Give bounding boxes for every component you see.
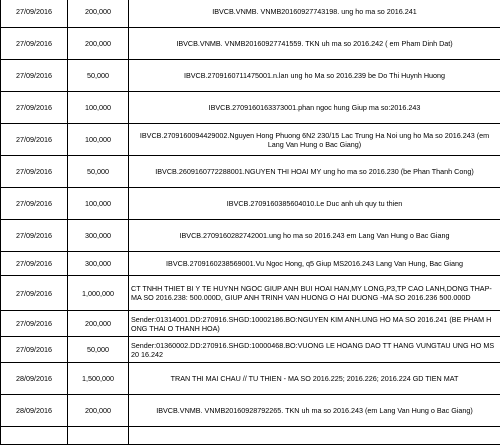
description-cell: IBVCB.2709160163373001.phan ngoc hung Giup ma so:2016.243 (129, 92, 500, 124)
table-row (1, 395, 500, 427)
table-row (1, 60, 500, 92)
date-cell: 27/09/2016 (1, 0, 68, 28)
description-cell: CT TNHH THIET BI Y TE HUYNH NGOC GIUP ANH BUI HOAI HAN,MY LONG,P3,TP CAO LANH,DONG THAP-MA SO 2016.238: 500.000D, GIUP ANH TRINH VAN HUONG O HAI DUONG -MA SO 2016.236 500.000D (129, 276, 500, 311)
amount-cell: 1,000,000 (68, 276, 129, 311)
table-row (1, 92, 500, 124)
description-cell (129, 427, 500, 445)
table-row (1, 276, 500, 311)
date-cell: 27/09/2016 (1, 60, 68, 92)
date-cell: 27/09/2016 (1, 124, 68, 156)
description-cell: IBVCB.2709160238569001.Vu Ngoc Hong, q5 Giup MS2016.243 Lang Van Hung, Bac Giang (129, 252, 500, 276)
description-cell: IBVCB.VNMB. VNMB20160928792265. TKN uh ma so 2016.243 (em Lang Van Hung o Bac Giang) (129, 395, 500, 427)
date-cell: 27/09/2016 (1, 156, 68, 188)
amount-cell: 200,000 (68, 0, 129, 28)
description-cell: IBVCB.2709160711475001.n.lan ung ho Ma so 2016.239 be Do Thi Huynh Huong (129, 60, 500, 92)
description-cell: Sender:01314001.DD:270916.SHGD:10002186.BO:NGUYEN KIM ANH.UNG HO MA SO 2016.241 (BE PHAM H ONG THAI O THANH HOA) (129, 311, 500, 337)
amount-cell: 200,000 (68, 28, 129, 60)
amount-cell: 1,500,000 (68, 363, 129, 395)
description-cell: IBVCB.VNMB. VNMB20160927741559. TKN uh ma so 2016.242 ( em Pham Dinh Dat) (129, 28, 500, 60)
amount-cell: 200,000 (68, 311, 129, 337)
description-cell: IBVCB.VNMB. VNMB20160927743198. ung ho ma so 2016.241 (129, 0, 500, 28)
date-cell: 27/09/2016 (1, 252, 68, 276)
description-cell: IBVCB.2609160772288001.NGUYEN THI HOAI MY ung ho ma so 2016.230 (be Phan Thanh Cong) (129, 156, 500, 188)
date-cell: 28/09/2016 (1, 395, 68, 427)
amount-cell: 50,000 (68, 60, 129, 92)
date-cell (1, 427, 68, 445)
description-cell: Sender:01360002.DD:270916.SHGD:10000468.BO:VUONG LE HOANG DAO TT HANG VUNGTAU UNG HO MS 20 16.242 (129, 337, 500, 363)
table-row (1, 28, 500, 60)
amount-cell: 100,000 (68, 124, 129, 156)
date-cell: 27/09/2016 (1, 92, 68, 124)
date-cell: 27/09/2016 (1, 220, 68, 252)
amount-cell: 200,000 (68, 395, 129, 427)
amount-cell: 100,000 (68, 92, 129, 124)
table-row (1, 0, 500, 28)
description-cell: TRAN THI MAI CHAU // TU THIEN - MA SO 2016.225; 2016.226; 2016.224 GD TIEN MAT (129, 363, 500, 395)
table-row (1, 124, 500, 156)
amount-cell (68, 427, 129, 445)
date-cell: 28/09/2016 (1, 363, 68, 395)
table-row (1, 220, 500, 252)
amount-cell: 50,000 (68, 156, 129, 188)
amount-cell: 100,000 (68, 188, 129, 220)
table-row (1, 252, 500, 276)
amount-cell: 300,000 (68, 220, 129, 252)
table-row (1, 156, 500, 188)
table-row (1, 337, 500, 363)
table-row (1, 188, 500, 220)
date-cell: 27/09/2016 (1, 276, 68, 311)
table-row (1, 427, 500, 445)
date-cell: 27/09/2016 (1, 311, 68, 337)
table-row (1, 311, 500, 337)
description-cell: IBVCB.2709160385604010.Le Duc anh uh quy tu thien (129, 188, 500, 220)
description-cell: IBVCB.2709160282742001.ung ho ma so 2016.243 em Lang Van Hung o Bac Giang (129, 220, 500, 252)
table-row (1, 363, 500, 395)
date-cell: 27/09/2016 (1, 337, 68, 363)
amount-cell: 50,000 (68, 337, 129, 363)
date-cell: 27/09/2016 (1, 188, 68, 220)
date-cell: 27/09/2016 (1, 28, 68, 60)
amount-cell: 300,000 (68, 252, 129, 276)
description-cell: IBVCB.2709160094429002.Nguyen Hong Phuong 6N2 230/15 Lac Trung Ha Noi ung ho Ma so 2016.243 (em Lang Van Hung o Bac Giang) (129, 124, 500, 156)
